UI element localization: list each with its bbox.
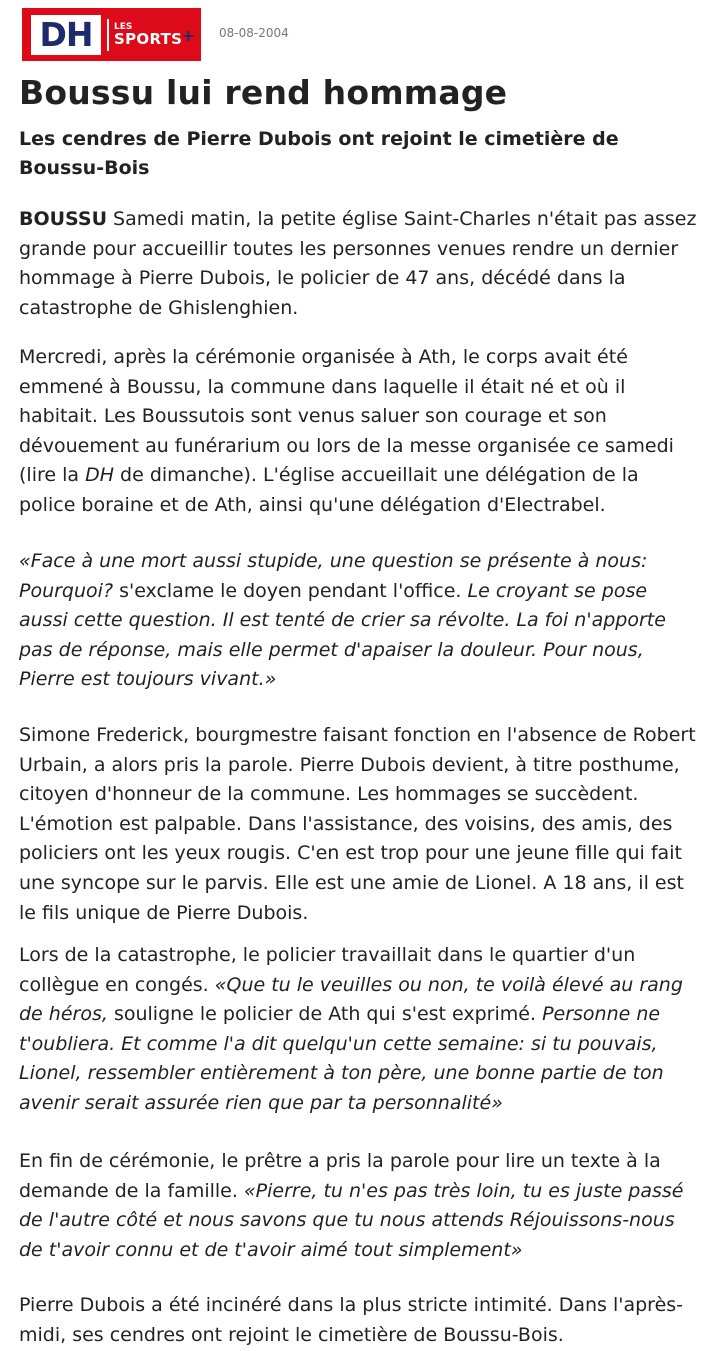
- paragraph-2-text-b: de dimanche). L'église accueillait une délégation de la police boraine et de Ath, ainsi qu'une délégation d'Electrabel.: [19, 464, 639, 516]
- paragraph-2-text-a: Mercredi, après la cérémonie organisée à Ath, le corps avait été emmené à Boussu, la commune dans laquelle il était né et où il habitait. Les Boussutois sont venus saluer son courage et son dévouement au funérarium ou lors de la messe organisée ce samedi (lire la: [19, 346, 674, 487]
- publication-date: 08-08-2004: [219, 26, 289, 40]
- logo-sports-text: [114, 23, 182, 47]
- dateline: BOUSSU: [19, 208, 108, 230]
- logo-les: LES: [114, 21, 133, 32]
- logo-sports: SPORTS: [114, 29, 183, 48]
- paragraph-1: [19, 205, 699, 323]
- quote-policier-2: Personne ne t'oubliera. Et comme l'a dit quelqu'un cette semaine: si tu pouvais, Lionel, ressembler entièrement à ton père, une bonne partie de ton avenir serait assurée rien que par ta personnalité»: [19, 1003, 664, 1114]
- paragraph-5: [19, 941, 699, 1119]
- header: [22, 8, 422, 60]
- paragraph-3-text: s'exclame le doyen pendant l'office.: [113, 579, 468, 602]
- quote-doyen-1: «Face à une mort aussi stupide, une question se présente à nous: Pourquoi?: [19, 550, 648, 602]
- quote-policier-1: «Que tu le veuilles ou non, te voilà élevé au rang de héros,: [19, 973, 683, 1026]
- paragraph-5-text-b: souligne le policier de Ath qui s'est exprimé.: [107, 1003, 543, 1026]
- quote-pretre: «Pierre, tu n'es pas très loin, tu es juste passé de l'autre côté et nous savons que tu nous attends Réjouissons-nous de t'avoir connu et de t'avoir aimé tout simplement»: [19, 1179, 684, 1261]
- paragraph-1-text: Samedi matin, la petite église Saint-Charles n'était pas assez grande pour accueillir toutes les personnes venues rendre un dernier hommage à Pierre Dubois, le policier de 47 ans, décédé dans la catastrophe de Ghislenghien.: [19, 208, 697, 319]
- logo-dh-mark: DH: [31, 15, 101, 55]
- paragraph-2: [19, 343, 699, 521]
- dh-sports-logo[interactable]: [22, 8, 201, 61]
- quote-doyen-2: Le croyant se pose aussi cette question. Il est tenté de crier sa révolte. La foi n'apporte pas de réponse, mais elle permet d'apaiser la douleur. Pour nous, Pierre est toujours vivant.»: [19, 579, 666, 691]
- paragraph-2-emphasis: DH: [85, 464, 114, 487]
- article-subtitle: Les cendres de Pierre Dubois ont rejoint le cimetière de Boussu-Bois: [19, 128, 619, 179]
- paragraph-6: [19, 1147, 699, 1265]
- paragraph-5-text-a: Lors de la catastrophe, le policier travaillait dans le quartier d'un collègue en congés.: [19, 944, 636, 996]
- paragraph-4: Simone Frederick, bourgmestre faisant fonction en l'absence de Robert Urbain, a alors pris la parole. Pierre Dubois devient, à titre posthume, citoyen d'honneur de la commune. Les hommages se succèdent. L'émotion est palpable. Dans l'assistance, des voisins, des amis, des policiers ont les yeux rougis. C'en est trop pour une jeune fille qui fait une syncope sur le parvis. Elle est une amie de Lionel. A 18 ans, il est le fils unique de Pierre Dubois.: [19, 724, 696, 924]
- paragraph-3: [19, 547, 699, 695]
- paragraph-6-text: En fin de cérémonie, le prêtre a pris la parole pour lire un texte à la demande de la famille.: [19, 1150, 661, 1202]
- paragraph-7: Pierre Dubois a été incinéré dans la plus stricte intimité. Dans l'après-midi, ses cendres ont rejoint le cimetière de Boussu-Bois.: [19, 1294, 684, 1346]
- article-title: Boussu lui rend hommage: [19, 73, 508, 112]
- logo-divider: [107, 19, 109, 51]
- logo-plus-icon: +: [181, 26, 195, 45]
